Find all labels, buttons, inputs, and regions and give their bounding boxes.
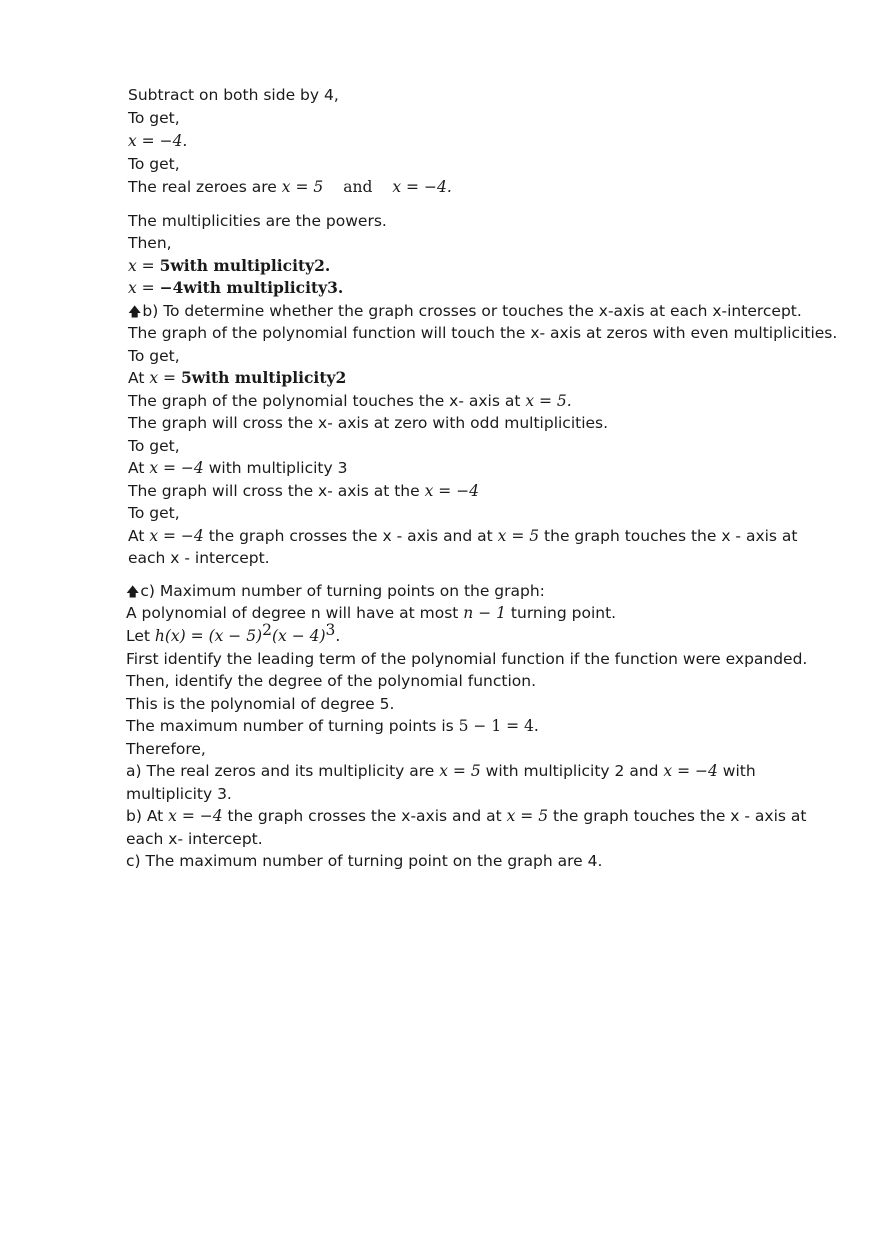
text-line: To get, <box>128 504 180 522</box>
text-span: a) The real zeros and its multiplicity are <box>126 762 440 780</box>
math-bold: 5with multiplicity2 <box>180 368 347 387</box>
text-line: To get, <box>128 155 180 173</box>
math-expression: x = −4. <box>392 178 452 196</box>
math-bold: 5with multiplicity2. <box>159 256 331 275</box>
text-span: The maximum number of turning points is <box>126 717 459 735</box>
text-line: To get, <box>128 347 180 365</box>
text-line <box>128 391 572 411</box>
text-span: At <box>128 369 150 387</box>
text-span: with multiplicity 3 <box>203 459 348 477</box>
math-expression: x = −4 <box>424 482 480 500</box>
math-line <box>128 368 346 388</box>
math-expression: x = −4 <box>149 459 204 477</box>
math-expression: x = <box>149 369 181 387</box>
text-span: with multiplicity 2 and <box>480 762 664 780</box>
text-span: The graph will cross the x- axis at the <box>128 482 425 500</box>
text-line: To get, <box>128 109 180 127</box>
text-span: A polynomial of degree n will have at most <box>126 604 464 622</box>
text-line <box>128 177 452 197</box>
text-line <box>126 716 539 736</box>
text-span: b) At <box>126 807 169 825</box>
math-line <box>128 278 343 298</box>
text-line: To get, <box>128 437 180 455</box>
text-line: c) The maximum number of turning point on the graph are 4. <box>126 852 603 870</box>
text-span: b) To determine whether the graph crosses or touches the x-axis at each x-intercept. <box>142 302 802 320</box>
math-line <box>128 131 187 151</box>
math-bold: −4with multiplicity3. <box>159 278 344 297</box>
text-span: . <box>335 627 341 645</box>
math-expression: x = 5 <box>506 807 549 825</box>
text-line <box>128 526 798 546</box>
math-expression: x = −4 <box>168 807 223 825</box>
math-expression: x = <box>128 257 160 275</box>
text-span: the graph crosses the x-axis and at <box>222 807 507 825</box>
math-expression: x = <box>128 279 160 297</box>
text-line <box>126 761 756 781</box>
math-expression: x = 5 <box>497 527 540 545</box>
math-expression: x = −4. <box>128 132 188 150</box>
text-line <box>128 301 802 323</box>
text-line <box>126 603 616 623</box>
text-line: each x - intercept. <box>128 549 270 567</box>
and-word: and <box>343 178 373 196</box>
text-line: Subtract on both side by 4, <box>128 86 339 104</box>
math-expression: (x − 4) <box>271 627 326 645</box>
text-span: the graph touches the x - axis at <box>539 527 798 545</box>
text-span: The real zeroes are <box>128 178 282 196</box>
exponent: 3 <box>325 621 336 639</box>
text-span: the graph touches the x - axis at <box>548 807 807 825</box>
text-line <box>126 806 806 826</box>
text-line <box>128 458 347 478</box>
math-expression: h(x) = (x − 5) <box>154 627 263 645</box>
math-expression: n − 1 <box>463 604 506 622</box>
math-expression: x = 5 <box>281 178 324 196</box>
math-expression: x = −4 <box>149 527 204 545</box>
text-line: This is the polynomial of degree 5. <box>126 695 395 713</box>
text-span: the graph crosses the x - axis and at <box>203 527 498 545</box>
text-line: The graph of the polynomial function will touch the x- axis at zeros with even multiplicities. <box>128 324 838 342</box>
math-expression: x = −4 <box>663 762 718 780</box>
math-expression: 5 − 1 = 4. <box>458 717 539 735</box>
arrow-up-icon: 🡅 <box>128 305 142 320</box>
text-line <box>126 581 545 603</box>
text-line: Then, <box>128 234 172 252</box>
text-span: The graph of the polynomial touches the x- axis at <box>128 392 526 410</box>
text-line <box>128 481 479 501</box>
text-line: The multiplicities are the powers. <box>128 212 387 230</box>
text-line: Then, identify the degree of the polynomial function. <box>126 672 537 690</box>
math-expression: x = 5 <box>439 762 481 780</box>
text-line: First identify the leading term of the polynomial function if the function were expanded. <box>126 650 808 668</box>
text-line: The graph will cross the x- axis at zero with odd multiplicities. <box>128 414 609 432</box>
math-line <box>128 256 330 276</box>
arrow-up-icon: 🡅 <box>126 585 140 600</box>
text-span: turning point. <box>505 604 617 622</box>
math-expression: x = 5. <box>525 392 572 410</box>
text-span: with <box>717 762 756 780</box>
text-span: c) Maximum number of turning points on the graph: <box>140 582 545 600</box>
text-span: At <box>128 459 150 477</box>
text-span: At <box>128 527 150 545</box>
text-line: multiplicity 3. <box>126 785 232 803</box>
text-line: Therefore, <box>126 740 206 758</box>
exponent: 2 <box>262 621 272 639</box>
text-line <box>126 621 341 646</box>
text-span: Let <box>126 627 155 645</box>
text-line: each x- intercept. <box>126 830 263 848</box>
